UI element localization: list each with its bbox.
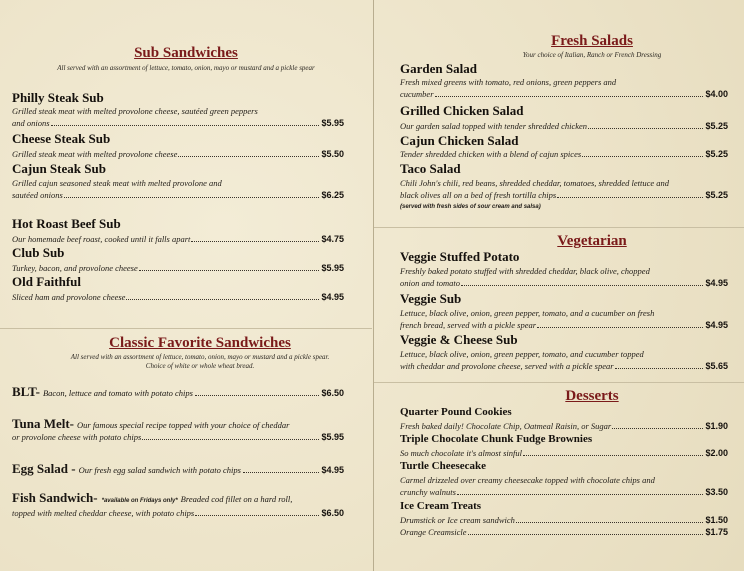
- item-name: Garden Salad: [400, 61, 477, 76]
- price: $2.00: [705, 448, 728, 458]
- item-description: Our fresh egg salad sandwich with potato chips: [78, 465, 241, 475]
- item-description: Turkey, bacon, and provolone cheese $5.95: [12, 263, 344, 273]
- item-description: Our famous special recipe topped with your choice of cheddar: [77, 420, 290, 430]
- item-description: Grilled cajun seasoned steak meat with melted provolone and sautéed onions $6.25: [12, 178, 344, 200]
- price: $4.95: [321, 292, 344, 302]
- item-description: Our homemade beef roast, cooked until it falls apart $4.75: [12, 234, 344, 244]
- egg-line: [12, 461, 344, 477]
- price: $5.50: [321, 149, 344, 159]
- item-name: Hot Roast Beef Sub: [12, 216, 121, 231]
- item-name: Veggie & Cheese Sub: [400, 332, 518, 347]
- price: $5.25: [705, 190, 728, 200]
- item-description: So much chocolate it's almost sinful $2.00: [400, 448, 728, 458]
- item-name: Triple Chocolate Chunk Fudge Brownies: [400, 433, 593, 445]
- price: $3.50: [705, 487, 728, 497]
- item-description: Grilled steak meat with melted provolone cheese, sautéed green peppers and onions $5.95: [12, 106, 344, 128]
- price: $6.50: [321, 388, 344, 398]
- price: $4.95: [705, 278, 728, 288]
- item-description: Carmel drizzeled over creamy cheesecake topped with chocolate chips and crunchy walnuts $3.50: [400, 475, 728, 497]
- column-divider: [373, 0, 374, 571]
- price: $5.65: [705, 361, 728, 371]
- price: $5.95: [321, 118, 344, 128]
- price: $5.95: [321, 432, 344, 442]
- tuna-line: [12, 416, 344, 432]
- item-description: Fresh mixed greens with tomato, red onions, green peppers and cucumber $4.00: [400, 77, 728, 99]
- item-description: Grilled steak meat with melted provolone cheese $5.50: [12, 149, 344, 159]
- price: $5.25: [705, 121, 728, 131]
- item-description: Our garden salad topped with tender shredded chicken $5.25: [400, 121, 728, 131]
- desserts-title: Desserts: [565, 388, 619, 404]
- item-name: Turtle Cheesecake: [400, 460, 487, 472]
- price: $6.25: [321, 190, 344, 200]
- item-description: Bacon, lettuce and tomato with potato chips: [42, 388, 193, 398]
- item-name: Grilled Chicken Salad: [400, 103, 524, 118]
- item-name: Veggie Sub: [400, 291, 462, 306]
- classic-subtitle: All served with an assortment of lettuce, tomato, onion, mayo or mustard and a pickle spear.: [70, 353, 330, 361]
- classic-subtitle: Choice of white or whole wheat bread.: [145, 362, 255, 370]
- item-description: Fresh baked daily! Chocolate Chip, Oatmeal Raisin, or Sugar $1.90: [400, 421, 728, 431]
- item-description: Tender shredded chicken with a blend of cajun spices $5.25: [400, 149, 728, 159]
- price: $1.90: [705, 421, 728, 431]
- section-rule: [0, 328, 372, 329]
- item-description: Sliced ham and provolone cheese $4.95: [12, 292, 344, 302]
- serving-note: (served with fresh sides of sour cream and salsa): [400, 204, 541, 210]
- vegetarian-title: Vegetarian: [557, 233, 627, 249]
- fresh-salads-title: Fresh Salads: [551, 33, 633, 49]
- item-description: Breaded cod fillet on a hard roll,: [180, 494, 293, 504]
- item-name: Cajun Steak Sub: [12, 161, 106, 176]
- price: $4.75: [321, 234, 344, 244]
- item-name: Fish Sandwich-: [12, 490, 98, 505]
- price: $4.95: [705, 320, 728, 330]
- price: $6.50: [321, 508, 344, 518]
- blt-line: [12, 384, 344, 400]
- price: $4.00: [705, 89, 728, 99]
- item-description: Lettuce, black olive, onion, green pepper, tomato, and a cucumber on fresh french bread, served with a pickle spear $4.95: [400, 308, 728, 330]
- item-name: Club Sub: [12, 245, 65, 260]
- item-name: Ice Cream Treats: [400, 500, 482, 512]
- item-description: or provolone cheese with potato chips $5.95: [12, 432, 344, 442]
- item-name: Quarter Pound Cookies: [400, 406, 512, 418]
- item-description: Drumstick or Ice cream sandwich $1.50 Orange Creamsicle $1.75: [400, 515, 728, 537]
- price: $1.75: [705, 527, 728, 537]
- salads-subtitle: Your choice of Italian, Ranch or French Dressing: [522, 51, 662, 59]
- item-name: Taco Salad: [400, 161, 461, 176]
- item-description: Chili John's chili, red beans, shredded cheddar, tomatoes, shredded lettuce and black olives all on a bed of fresh tortilla chips $5.25: [400, 178, 728, 200]
- item-name: Tuna Melt-: [12, 416, 74, 431]
- price: $1.50: [705, 515, 728, 525]
- price: $4.95: [321, 465, 344, 475]
- sub-sandwiches-title: Sub Sandwiches: [134, 45, 238, 61]
- item-name: Old Faithful: [12, 274, 81, 289]
- availability-note: *available on Fridays only*: [101, 498, 178, 504]
- sub-sandwiches-subtitle: All served with an assortment of lettuce, tomato, onion, mayo or mustard and a pickle spear: [57, 64, 315, 72]
- item-description: Lettuce, black olive, onion, green pepper, tomato, and cucumber topped with cheddar and provolone cheese, served with a pickle spear $5.65: [400, 349, 728, 371]
- item-name: Cheese Steak Sub: [12, 131, 111, 146]
- item-description: Freshly baked potato stuffed with shredded cheddar, black olive, chopped onion and tomato $4.95: [400, 266, 728, 288]
- classic-sandwiches-title: Classic Favorite Sandwiches: [109, 335, 291, 351]
- fish-line: [12, 490, 352, 506]
- item-name: Cajun Chicken Salad: [400, 133, 519, 148]
- item-description: topped with melted cheddar cheese, with potato chips $6.50: [12, 508, 344, 518]
- price: $5.25: [705, 149, 728, 159]
- item-name: Philly Steak Sub: [12, 90, 104, 105]
- section-rule: [374, 227, 744, 228]
- item-name: Egg Salad -: [12, 461, 76, 476]
- section-rule: [374, 382, 744, 383]
- price: $5.95: [321, 263, 344, 273]
- item-name: Veggie Stuffed Potato: [400, 249, 520, 264]
- item-name: BLT-: [12, 384, 40, 399]
